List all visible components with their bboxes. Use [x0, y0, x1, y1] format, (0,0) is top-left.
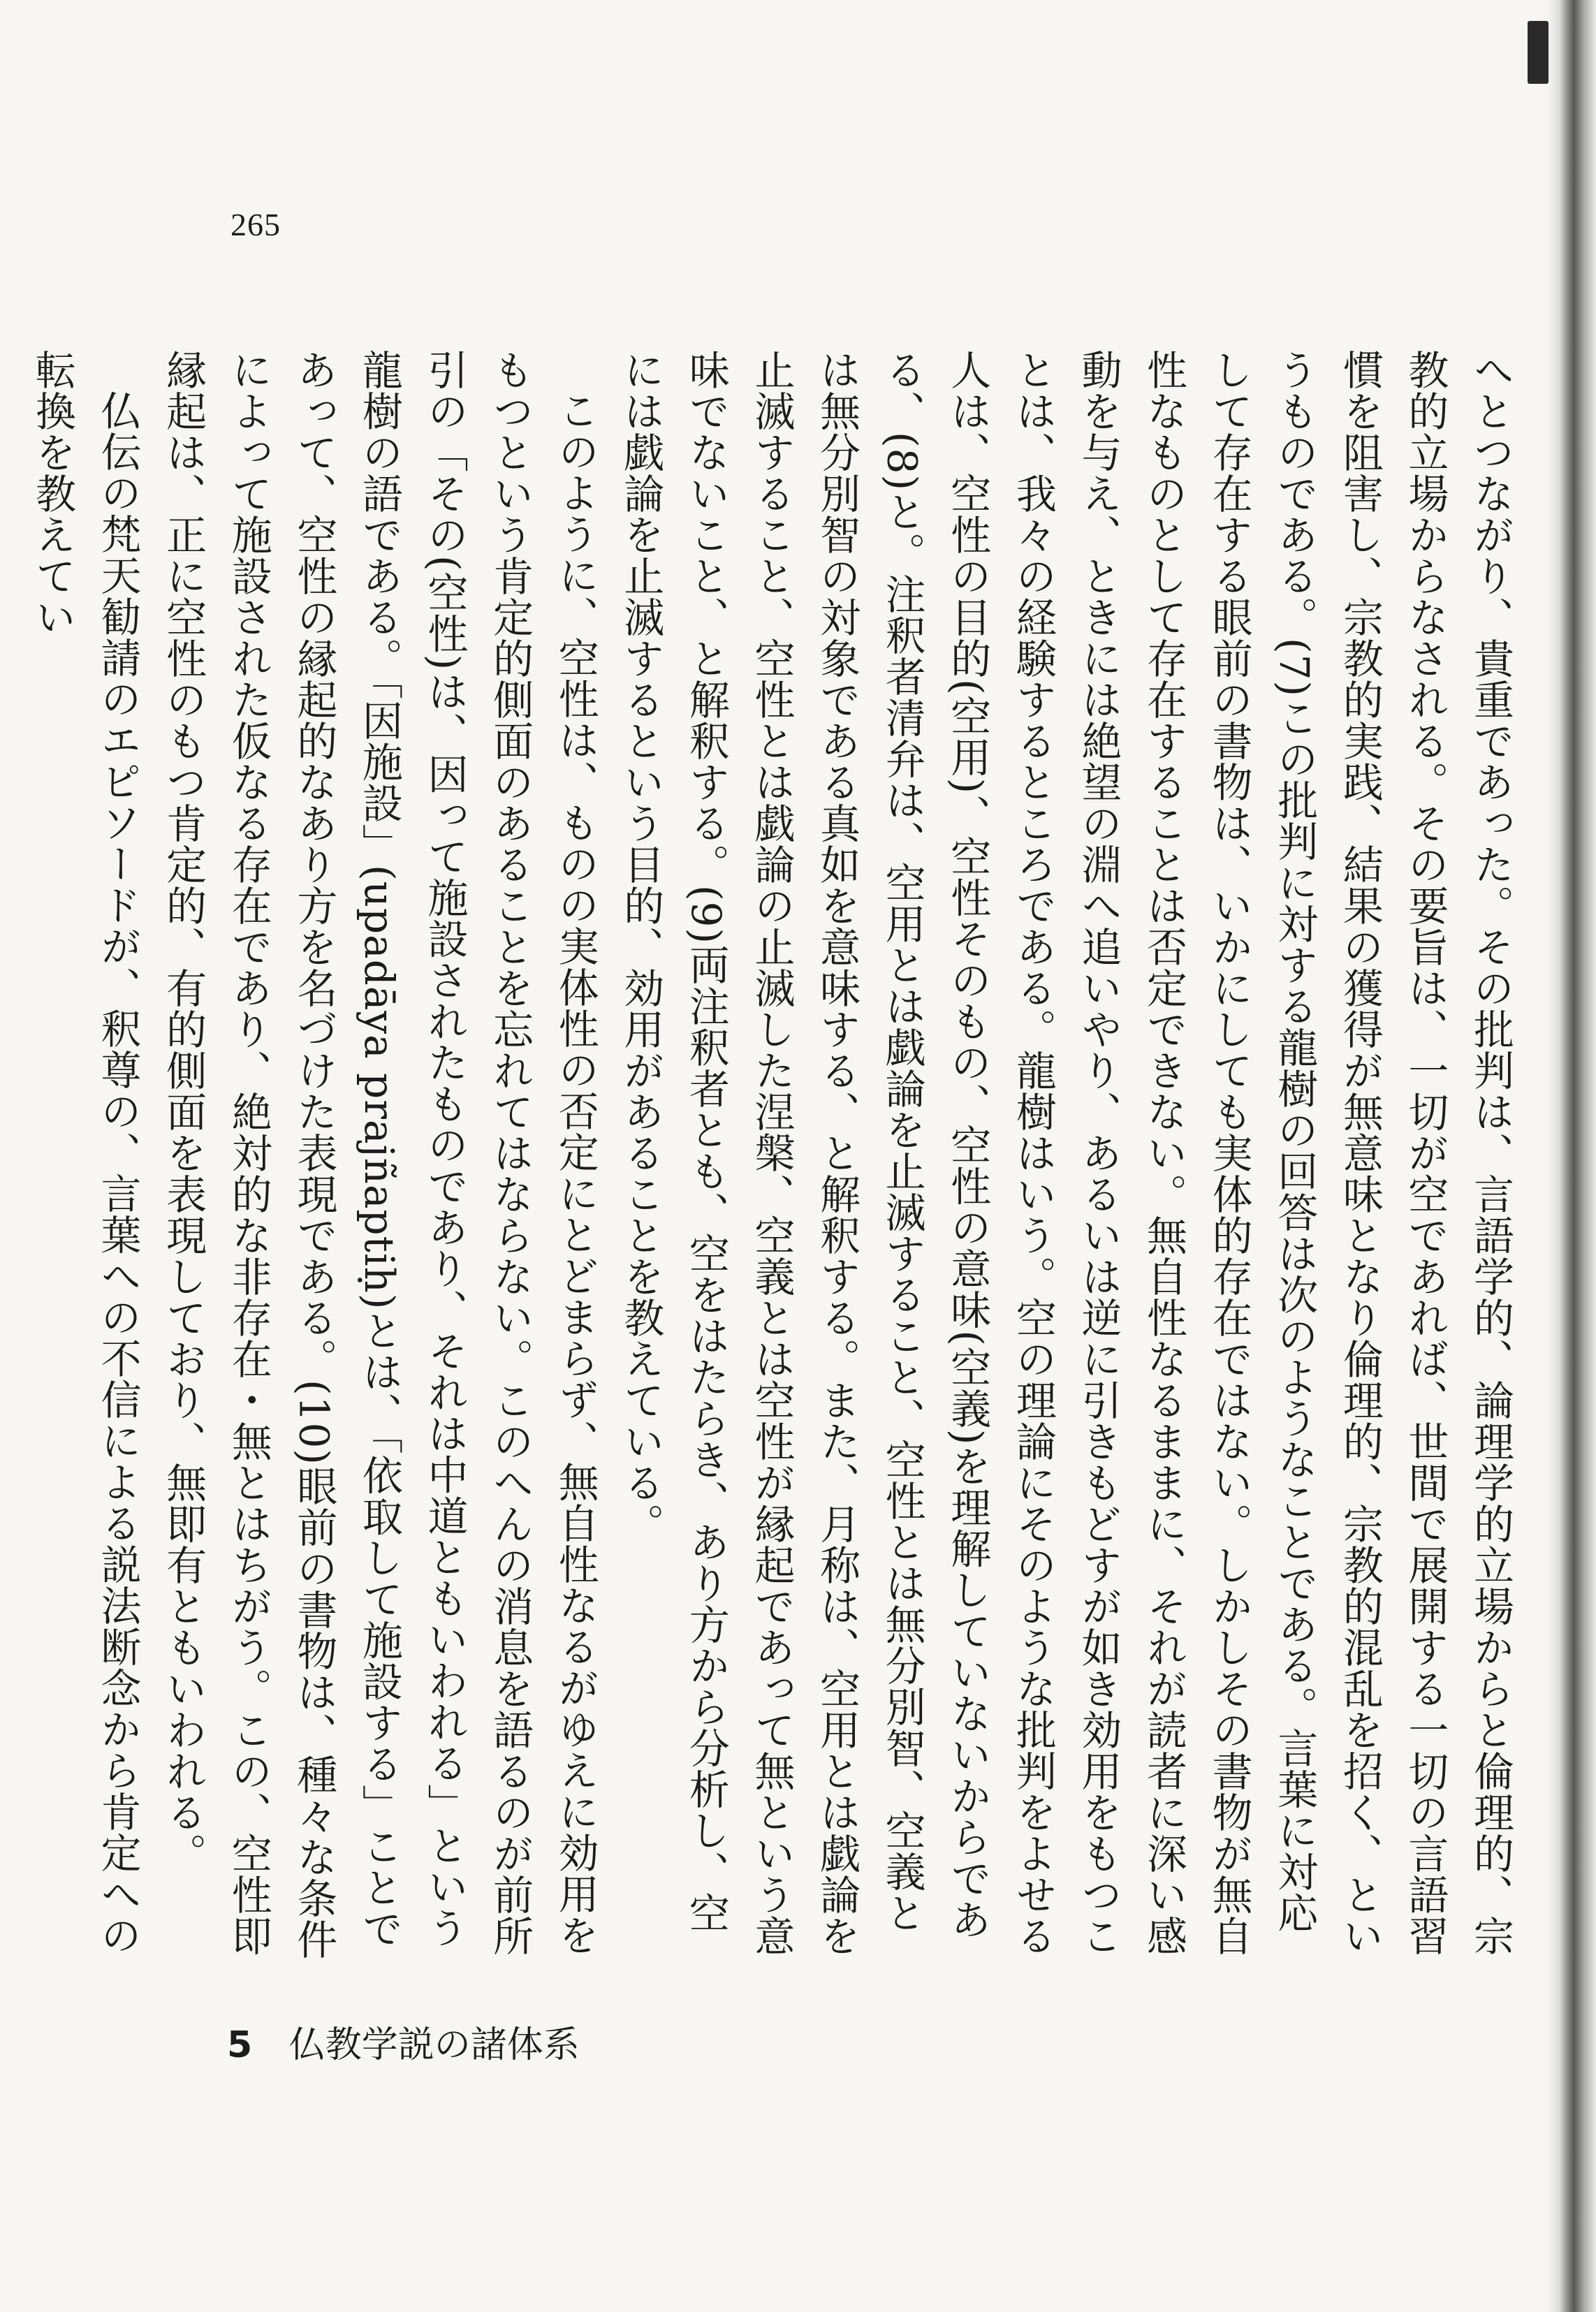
binding-shadow	[1528, 21, 1549, 84]
book-binding-edge	[1547, 0, 1596, 2312]
chapter-number: 5	[227, 2024, 253, 2066]
chapter-title: 仏教学説の諸体系	[288, 2024, 580, 2066]
running-footer	[227, 2015, 580, 2068]
paragraph: へとつながり、貴重であった。その批判は、言語学的、論理学的立場からと倫理的、宗教的立場からなされる。その要旨は、一切が空であれば、世間で展開する一切の言語習慣を阻害し、宗教的実践、結果の獲得が無意味となり倫理的、宗教的混乱を招く、というものである。(7)この批判に対する龍樹の回答は次のようなことである。言葉に対応して存在する眼前の書物は、いかにしても実体的存在ではない。しかしその書物が無自性なものとして存在することは否定できない。無自性なるままに、それが読者に深い感動を与え、ときには絶望の淵へ追いやり、あるいは逆に引きもどすが如き効用をもつことは、我々の経験するところである。龍樹はいう。空の理論にそのような批判をよせる人は、空性の目的(空用)、空性そのもの、空性の意味(空義)を理解していないからである、(8)と。注釈者清弁は、空用とは戯論を止滅すること、空性とは無分別智、空義とは無分別智の対象である真如を意味する、と解釈する。また、月称は、空用とは戯論を止滅すること、空性とは戯論の止滅した涅槃、空義とは空性が縁起であって無という意味でないこと、と解釈する。(9)両注釈者とも、空をはたらき、あり方から分析し、空には戯論を止滅するという目的、効用があることを教えている。	[617, 349, 1514, 1956]
page-number: 265	[230, 207, 281, 242]
body-text	[28, 349, 1523, 1963]
paragraph: 仏伝の梵天勧請のエピソードが、釈尊の、言葉への不信による説法断念から肯定への転換を教えてい	[28, 349, 142, 1956]
paragraph: このように、空性は、ものの実体性の否定にとどまらず、無自性なるがゆえに効用をもつという肯定的側面のあることを忘れてはならない。このへんの消息を語るのが前所引の「その(空性)は、因って施設されたものであり、それは中道ともいわれる」という龍樹の語である。「因施設」(upadāya prajñaptiḥ)とは、「依取して施設する」ことであって、空性の縁起的なあり方を名づけた表現である。(10)眼前の書物は、種々な条件によって施設された仮なる存在であり、絶対的な非存在・無とはちがう。この、空性即縁起は、正に空性のもつ肯定的、有的側面を表現しており、無即有ともいわれる。	[159, 349, 599, 1961]
